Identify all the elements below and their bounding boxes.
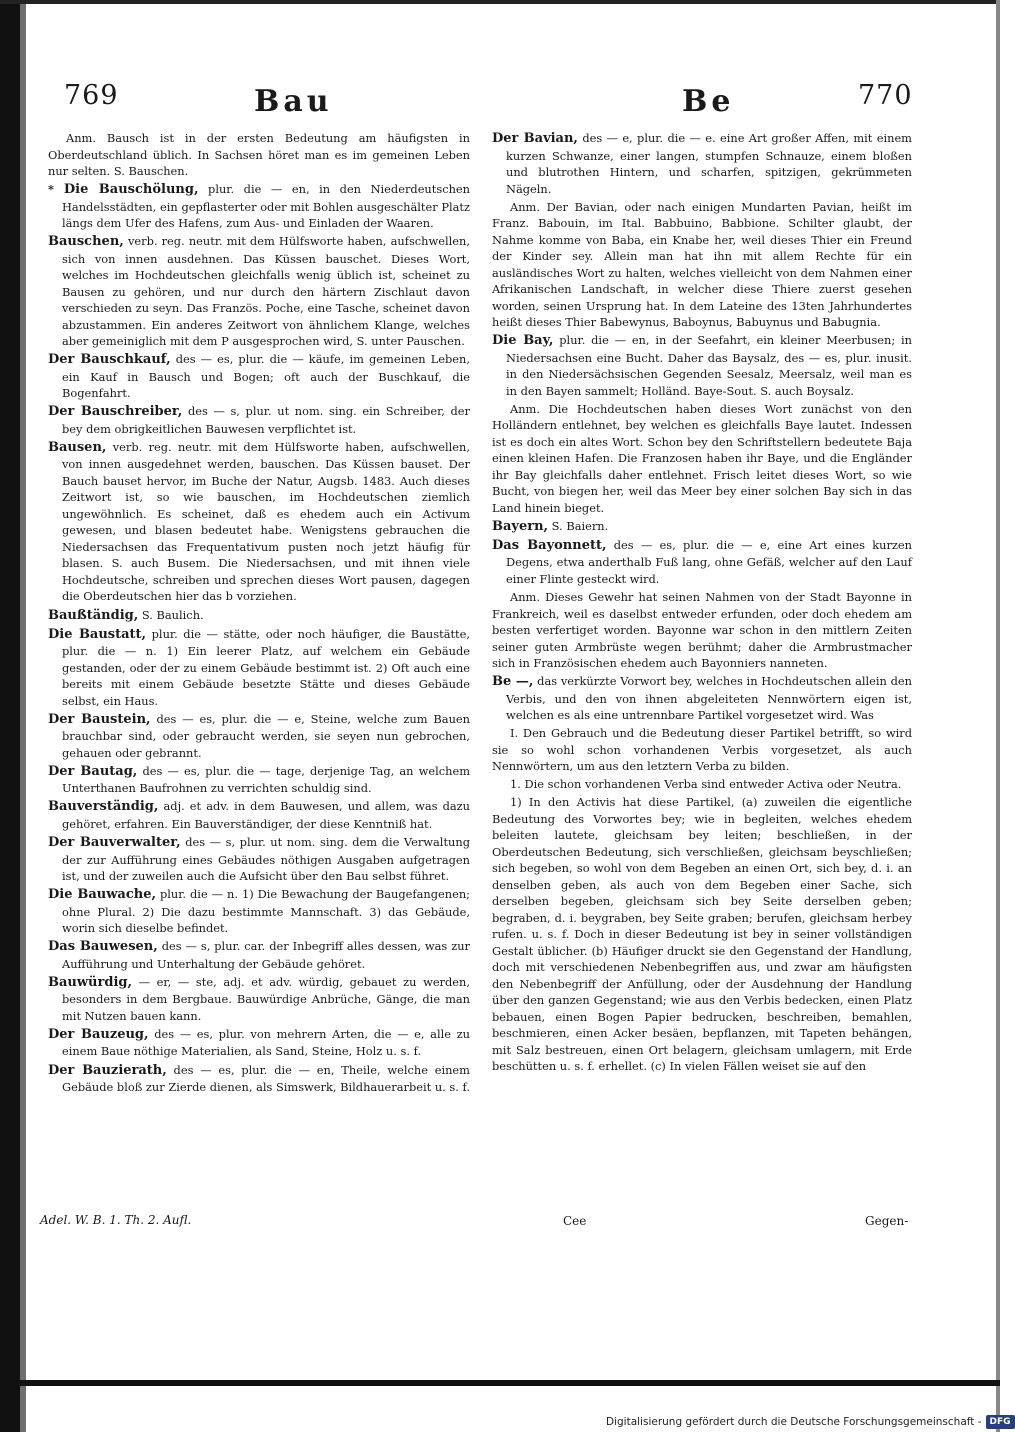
- entry-text: adj. et adv. in dem Bauwesen, und allem, was dazu gehöret, erfahren. Ein Bauverständiger, der diese Kenntniß hat.: [62, 799, 470, 831]
- entry-headword: Die Baustatt,: [48, 626, 147, 642]
- entry-text: Anm. Bausch ist in der ersten Bedeutung am häufigsten in Oberdeutschland üblich. In Sachsen höret man es im gemeinen Leben nur selten. S. Bauschen.: [48, 131, 470, 178]
- dictionary-entry: [48, 1062, 470, 1096]
- dictionary-entry: [492, 537, 912, 588]
- dictionary-entry: [48, 798, 470, 832]
- right-page-number: 770: [858, 80, 913, 111]
- page-catchword: Gegen-: [865, 1214, 909, 1228]
- entry-text: des — es, plur. die — en, Theile, welche einem Gebäude bloß zur Zierde dienen, als Simswerk, Bildhauerarbeit u. s. f.: [62, 1062, 470, 1094]
- entry-text: — er, — ste, adj. et adv. würdig, gebauet zu werden, besonders in dem Bergbaue. Bauwürdige Anbrüche, Gänge, die man mit Nutzen bauen kann.: [62, 974, 470, 1023]
- dictionary-entry: [492, 332, 912, 399]
- dictionary-entry: [48, 886, 470, 937]
- volume-signature: Adel. W. B. 1. Th. 2. Aufl.: [40, 1213, 192, 1227]
- entry-text: verb. reg. neutr. mit dem Hülfsworte haben, aufschwellen, von innen ausgedehnet werden, bauschen. Das Küssen bauset. Der Bauch bauset hervor, im Buche der Natur, Augsb. 1483. Auch dieses Zeitwort ist, so wie bauschen, im Hochdeutschen ziemlich ungewöhnlich. Es scheinet, daß es ehedem auch ein Activum gewesen, und blasen bedeutet habe. Wenigstens gebrauchen die Niedersachsen das Frequentativum pusten noch jetzt häufig für blasen. S. auch Busem. Die Niedersachsen, und mit ihnen viele Hochdeutsche, schreiben und sprechen dieses Wort pausen, dagegen die Oberdeutschen hier das b vorziehen.: [62, 439, 470, 604]
- right-column: [492, 130, 912, 1077]
- entry-headword: Der Bauschkauf,: [48, 352, 171, 368]
- entry-text: 1) In den Activis hat diese Partikel, (a) zuweilen die eigentliche Bedeutung des Vorwortes bey; wie in begleiten, welches ehedem beleiten lautete, gleichsam bey leiten; beschließen, in der Oberdeutschen Bedeutung, sich verschließen, gleichsam beyschließen; sich begeben, so wohl von dem Begeben an einen Ort, sich bey, d. i. an denselben geben, als auch von dem Begeben einer Sache, sich derselben begeben, gleichsam sich bey Seite derselben geben; begraben, d. i. beygraben, bey Seite graben; berufen, gleichsam herbey rufen. u. s. f. Doch in dieser Bedeutung ist bey in seiner vollständigen Gestalt üblicher. (b) Häufiger druckt sie den Gegenstand der Handlung, doch mit verschiedenen Nebenbegriffen aus, und zwar am häufigsten den Nebenbegriff der Anfüllung, oder der Ausdehnung der Handlung über den ganzen Gegenstand; wie aus den Verbis bedecken, einen Platz bebauen, einen Bogen Papier bedrucken, beschreiben, bemahlen, beschmieren, einen Acker besäen, bepflanzen, mit Tapeten behängen, mit Salz bestreuen, einen Ort belagern, gleichsam umlagern, mit Erde beschütten u. s. f. erhellet. (c) In vielen Fällen weiset sie auf den: [492, 795, 912, 1074]
- scan-crop-line: [0, 1380, 1000, 1386]
- dictionary-entry: [48, 938, 470, 972]
- entry-text: des — es, plur. die — e, Steine, welche zum Bauen brauchbar sind, oder gebraucht werden, sie seyen nun gebrochen, gehauen oder gebrannt.: [62, 711, 470, 760]
- scan-edge-top: [0, 0, 1000, 4]
- dictionary-entry: [48, 763, 470, 797]
- dictionary-note: [492, 794, 912, 1075]
- sheet-signature: Cee: [563, 1214, 587, 1228]
- entry-headword: Be —,: [492, 674, 534, 690]
- entry-text: des — es, plur. die — tage, derjenige Tag, an welchem Unterthanen Baufrohnen zu verrichten schuldig sind.: [62, 763, 470, 796]
- dictionary-entry: [48, 626, 470, 710]
- entry-headword: Bayern,: [492, 518, 549, 534]
- dictionary-entry: [492, 518, 912, 536]
- dictionary-entry: [48, 233, 470, 350]
- entry-text: plur. die — en, in den Niederdeutschen Handelsstädten, ein gepflasterter oder mit Bohlen ausgeschälter Platz längs dem Ufer des Hafens, zum Aus- und Einladen der Waaren.: [62, 182, 470, 231]
- entry-headword: Der Bauverwalter,: [48, 835, 181, 851]
- entry-headword: Bauwürdig,: [48, 974, 132, 990]
- entry-text: Anm. Die Hochdeutschen haben dieses Wort zunächst von den Holländern entlehnet, bey welchen es gleichfalls Baye lautet. Indessen ist es doch ein altes Wort. Schon bey den Schriftstellern bedeutete Baja einen kleinen Hafen. Die Franzosen haben ihr Baye, und die Engländer ihr Bay gleichfalls daher entlehnet. Frisch leitet dieses Wort, so wie Bucht, von biegen her, weil das Meer bey einer solchen Bay sich in das Land hinein bieget.: [492, 401, 912, 515]
- entry-text: des — es, plur. die — e, eine Art eines kurzen Degens, etwa anderthalb Fuß lang, ohne Gefäß, welcher auf den Lauf einer Flinte gesteckt wird.: [506, 537, 912, 586]
- dictionary-note: [492, 776, 912, 793]
- entry-text: des — es, plur. von mehrern Arten, die — e, alle zu einem Baue nöthige Materialien, als Sand, Steine, Holz u. s. f.: [62, 1026, 470, 1059]
- dictionary-note: [492, 199, 912, 331]
- dictionary-entry: [48, 181, 470, 232]
- dictionary-note: [492, 589, 912, 672]
- entry-headword: Die Bay,: [492, 333, 554, 349]
- left-column: [48, 130, 470, 1097]
- entry-headword: Der Baustein,: [48, 711, 151, 727]
- dictionary-entry: [48, 711, 470, 762]
- entry-headword: Bauverständig,: [48, 799, 159, 815]
- footer-text: Digitalisierung gefördert durch die Deutsche Forschungsgemeinschaft -: [606, 1416, 982, 1428]
- dictionary-entry: [48, 403, 470, 437]
- entry-text: das verkürzte Vorwort bey, welches in Hochdeutschen allein den Verbis, und den von ihnen abgeleiteten Nennwörtern eigen ist, welchen es als eine untrennbare Partikel vorgesetzet wird. Was: [506, 674, 913, 723]
- scan-edge-left: [0, 0, 20, 1432]
- entry-marker: *: [48, 182, 64, 197]
- entry-headword: Baußtändig,: [48, 607, 139, 623]
- dictionary-entry: [48, 1026, 470, 1060]
- entry-headword: Der Bauschreiber,: [48, 404, 183, 420]
- footer-banner: [606, 1412, 1011, 1432]
- entry-text: I. Den Gebrauch und die Bedeutung dieser Partikel betrifft, so wird sie so wohl schon vorhandenen Verbis vorgesetzet, als auch Nennwörtern, um aus den letztern Verba zu bilden.: [492, 726, 912, 774]
- entry-headword: Bausen,: [48, 439, 107, 455]
- dictionary-entry: [492, 130, 912, 197]
- entry-headword: Das Bayonnett,: [492, 537, 607, 553]
- left-page-number: 769: [64, 80, 119, 111]
- dfg-logo: DFG: [986, 1415, 1015, 1429]
- dictionary-entry: [48, 974, 470, 1025]
- entry-headword: Der Bauzeug,: [48, 1026, 149, 1042]
- dictionary-entry: [48, 351, 470, 402]
- entry-headword: Das Bauwesen,: [48, 939, 158, 955]
- entry-text: plur. die — stätte, oder noch häufiger, die Baustätte, plur. die — n. 1) Ein leerer Platz, auf welchem ein Gebäude gestanden, oder der zu einem Gebäude bestimmt ist. 2) Oft auch eine bereits mit einem Gebäude besetzte Stätte und dieses Gebäude selbst, ein Haus.: [62, 626, 470, 708]
- entry-text: des — e, plur. die — e. eine Art großer Affen, mit einem kurzen Schwanze, einer langen, stumpfen Schnauze, einem bloßen und blutrothen Hintern, und scharfen, spitzigen, gekrümmeten Nägeln.: [506, 131, 912, 196]
- right-catchword: Be: [682, 84, 735, 119]
- entry-text: des — s, plur. car. der Inbegriff alles dessen, was zur Aufführung und Unterhaltung der Gebäude gehöret.: [62, 939, 471, 971]
- entry-headword: Der Bavian,: [492, 131, 578, 146]
- dictionary-note: [492, 401, 912, 517]
- entry-headword: Die Bauwache,: [48, 887, 156, 903]
- entry-text: plur. die — n. 1) Die Bewachung der Baugefangenen; ohne Plural. 2) Die dazu bestimmte Mannschaft. 3) das Gebäude, worin sich dieselbe befindet.: [62, 887, 470, 936]
- left-catchword: Bau: [254, 84, 333, 119]
- entry-headword: Die Bauschölung,: [63, 182, 199, 198]
- entry-text: Anm. Der Bavian, oder nach einigen Mundarten Pavian, heißt im Franz. Babouin, im Ital. Babbuino, Babbione. Schilter glaubt, der Nahme komme von Baba, ein Knabe her, weil dieses Thier ein Freund der Kinder sey. Allein man hat ihn mit allem Rechte für ein ausländisches Wort zu halten, welches vielleicht von dem Nahmen einer Afrikanischen Landschaft, in welcher diese Thiere zuerst gesehen worden, seinen Ursprung hat. In dem Lateine des 13ten Jahrhundertes heißt dieses Thier Babewynus, Baboynus, Babuynus und Babugnia.: [492, 199, 912, 330]
- dictionary-entry: [48, 834, 470, 885]
- entry-text: 1. Die schon vorhandenen Verba sind entweder Activa oder Neutra.: [510, 777, 902, 792]
- dictionary-note: [492, 725, 912, 775]
- entry-text: Anm. Dieses Gewehr hat seinen Nahmen von der Stadt Bayonne in Frankreich, weil es daselbst entweder erfunden, oder doch ehedem am besten verfertiget worden. Bayonne war schon in den mittlern Zeiten seiner guten Armbrüste wegen berühmt; daher die Armbrustmacher sich in Französischen ehedem auch Bayonniers nanneten.: [492, 590, 912, 671]
- entry-text: verb. reg. neutr. mit dem Hülfsworte haben, aufschwellen, sich von innen ausdehnen. Das Küssen bauschet. Dieses Wort, welches im Hochdeutschen gleichfalls wenig üblich ist, scheinet zu Bausen zu gehören, und nur durch den härtern Zischlaut davon verschieden zu seyn. Das Französ. Poche, eine Tasche, scheinet davon abzustammen. Ein anderes Zeitwort von ähnlichem Klange, welches aber gemeiniglich mit dem P ausgesprochen wird, S. unter Pauschen.: [62, 234, 470, 349]
- entry-headword: Der Bautag,: [48, 763, 138, 779]
- scan-edge-right: [996, 0, 1000, 1432]
- entry-text: S. Baulich.: [138, 607, 204, 622]
- entry-headword: Der Bauzierath,: [48, 1062, 167, 1078]
- dictionary-entry: [48, 439, 470, 605]
- entry-text: S. Baiern.: [548, 518, 609, 533]
- entry-text: des — es, plur. die — käufe, im gemeinen Leben, ein Kauf in Bausch und Bogen; oft auch der Buschkauf, die Bogenfahrt.: [62, 352, 470, 401]
- entry-headword: Bauschen,: [48, 234, 124, 250]
- dictionary-entry: [48, 607, 470, 625]
- entry-text: des — s, plur. ut nom. sing. ein Schreiber, der bey dem obrigkeitlichen Bauwesen verpflichtet ist.: [62, 404, 470, 436]
- scan-edge-shadow: [20, 0, 26, 1432]
- entry-text: plur. die — en, in der Seefahrt, ein kleiner Meerbusen; in Niedersachsen eine Bucht. Daher das Baysalz, des — es, plur. inusit. in den Niedersächsischen Gegenden Seesalz, Meersalz, weil man es in den Bayen sammelt; Holländ. Baye-Sout. S. auch Boysalz.: [506, 333, 912, 398]
- dictionary-note: [48, 130, 470, 180]
- dictionary-entry: [492, 673, 912, 724]
- entry-text: des — s, plur. ut nom. sing. dem die Verwaltung der zur Aufführung eines Gebäudes nöthigen Ausgaben aufgetragen ist, und der zuweilen auch die Aufsicht über den Bau selbst führet.: [62, 835, 470, 884]
